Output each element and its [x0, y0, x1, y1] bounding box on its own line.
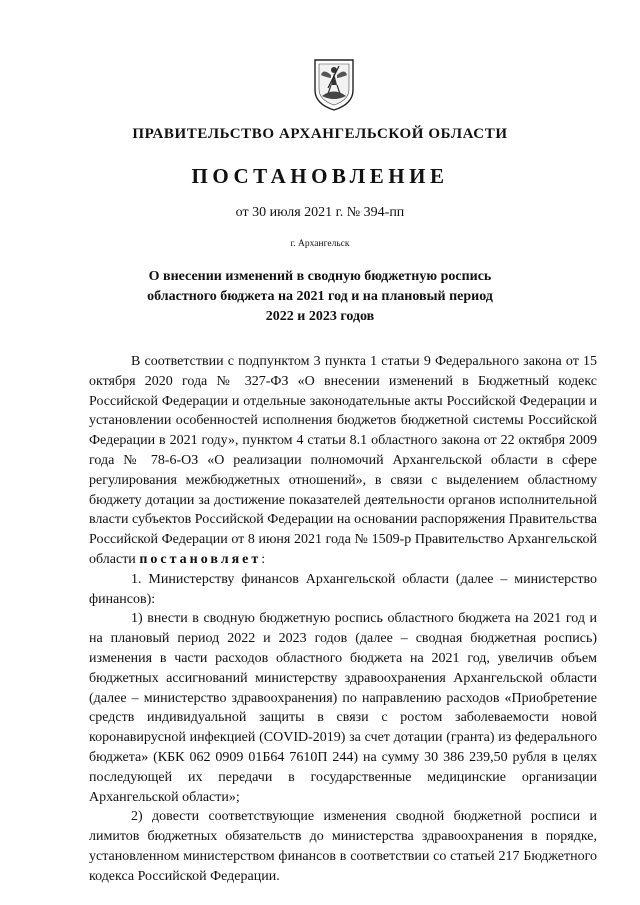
document-date-number: от 30 июля 2021 г. № 394-пп	[235, 205, 405, 220]
preamble-paragraph	[89, 352, 597, 570]
coat-of-arms-emblem	[312, 58, 356, 112]
title-line: 2022 и 2023 годов	[265, 309, 375, 324]
item-1-1-paragraph: 1) внести в сводную бюджетную роспись областного бюджета на 2021 год и на плановый период 2022 и 2023 годов (далее – сводная бюджетная роспись) изменения в части расходов областного бюджета на 2021 год, увеличив объем бюджетных ассигнований министерству здравоохранения Архангельской области (далее – министерство здравоохранения) по направлению расходов «Приобретение средств индивидуальной защиты в связи с ростом заболеваемости новой коронавирусной инфекцией (COVID-2019) за счет дотации (гранта) из федерального бюджета» (КБК 062 0909 01Б64 7610П 244) на сумму 30 386 239,50 рубля в целях последующей их передачи в государственные медицинские организации Архангельской области»;	[89, 611, 597, 805]
document-body	[89, 352, 597, 887]
preamble-text: В соответствии с подпунктом 3 пункта 1 статьи 9 Федерального закона от 15 октября 2020 года № 327-ФЗ «О внесении изменений в Бюджетный кодекс Российской Федерации и отдельные законодательные акты Российской Федерации и установлении особенностей исполнения бюджетов бюджетной системы Российской Федерации в 2021 году», пунктом 4 статьи 8.1 областного закона от 22 октября 2009 года № 78-6-ОЗ «О реализации полномочий Архангельской области в сфере регулирования межбюджетных отношений», в связи с выделением областному бюджету дотации за достижение показателей деятельности органов исполнительной власти субъектов Российской Федерации на основании распоряжения Правительства Российской Федерации от 8 июня 2021 года № 1509-р Правительство Архангельской области	[89, 354, 597, 567]
title-line: О внесении изменений в сводную бюджетную роспись	[148, 269, 492, 284]
document-type: ПОСТАНОВЛЕНИЕ	[191, 164, 449, 188]
document-title	[0, 267, 640, 327]
item-1-paragraph: 1. Министерству финансов Архангельской области (далее – министерство финансов):	[89, 571, 597, 607]
title-line: областного бюджета на 2021 год и на плановый период	[147, 289, 493, 304]
resolves-word: постановляет	[139, 551, 262, 567]
item-1-2-paragraph: 2) довести соответствующие изменения сводной бюджетной росписи и лимитов бюджетных обязательств до министерства здравоохранения в порядке, установленном министерством финансов в соответствии со статьей 217 Бюджетного кодекса Российской Федерации.	[89, 809, 597, 884]
document-city: г. Архангельск	[290, 239, 350, 249]
resolves-colon: :	[261, 551, 266, 567]
government-name: ПРАВИТЕЛЬСТВО АРХАНГЕЛЬСКОЙ ОБЛАСТИ	[132, 126, 508, 142]
